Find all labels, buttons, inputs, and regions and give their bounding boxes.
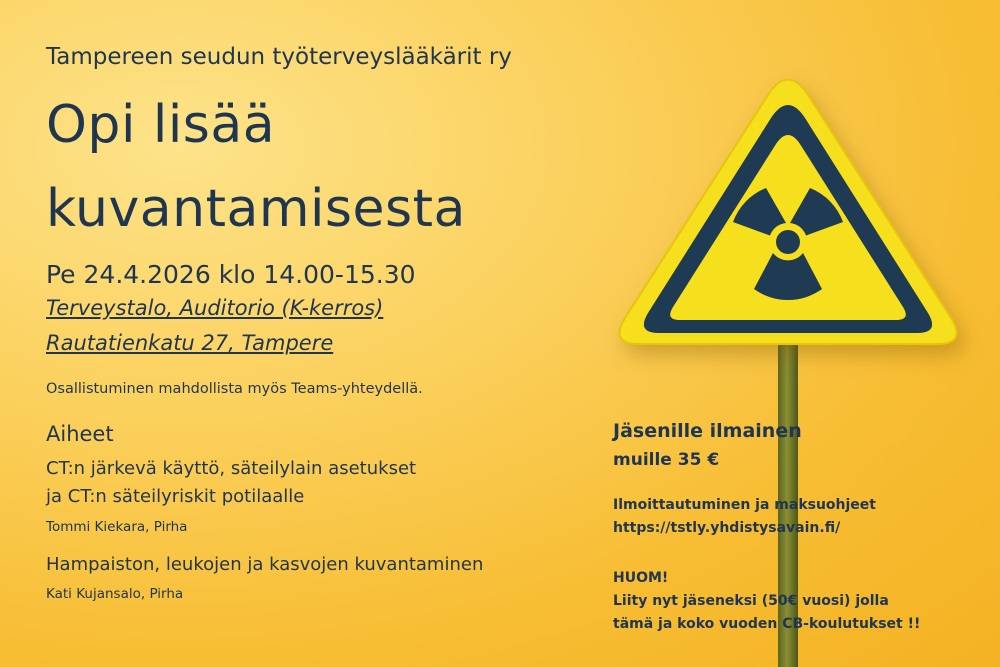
location-line2[interactable]: Rautatienkatu 27, Tampere [46, 331, 334, 355]
page-title-line2: kuvantamisesta [46, 179, 466, 239]
location-line1[interactable]: Terveystalo, Auditorio (K-kerros) [46, 296, 384, 320]
notice-heading: HUOM! [613, 570, 669, 586]
page-title-line1: Opi lisää [46, 95, 276, 155]
teams-note: Osallistuminen mahdollista myös Teams-yhteydellä. [46, 381, 423, 397]
notice-line2: tämä ja koko vuoden CB-koulutukset !! [613, 616, 921, 632]
organizer-name: Tampereen seudun työterveyslääkärit ry [46, 44, 512, 70]
topic-2-speaker: Kati Kujansalo, Pirha [46, 586, 184, 602]
topic-2-title: Hampaiston, leukojen ja kasvojen kuvantaminen [46, 554, 484, 575]
topic-1-speaker: Tommi Kiekara, Pirha [46, 519, 188, 535]
topic-1-title-line2: ja CT:n säteilyriskit potilaalle [46, 486, 305, 507]
event-datetime: Pe 24.4.2026 klo 14.00-15.30 [46, 260, 416, 289]
notice-line1: Liity nyt jäseneksi (50€ vuosi) jolla [613, 593, 889, 609]
registration-label: Ilmoittautuminen ja maksuohjeet [613, 497, 876, 513]
registration-link[interactable]: https://tstly.yhdistysavain.fi/ [613, 520, 841, 536]
price-others: muille 35 € [613, 450, 720, 470]
price-members: Jäsenille ilmainen [613, 420, 802, 442]
topic-1-title-line1: CT:n järkevä käyttö, säteilylain asetukset [46, 458, 417, 479]
topics-heading: Aiheet [46, 422, 114, 446]
